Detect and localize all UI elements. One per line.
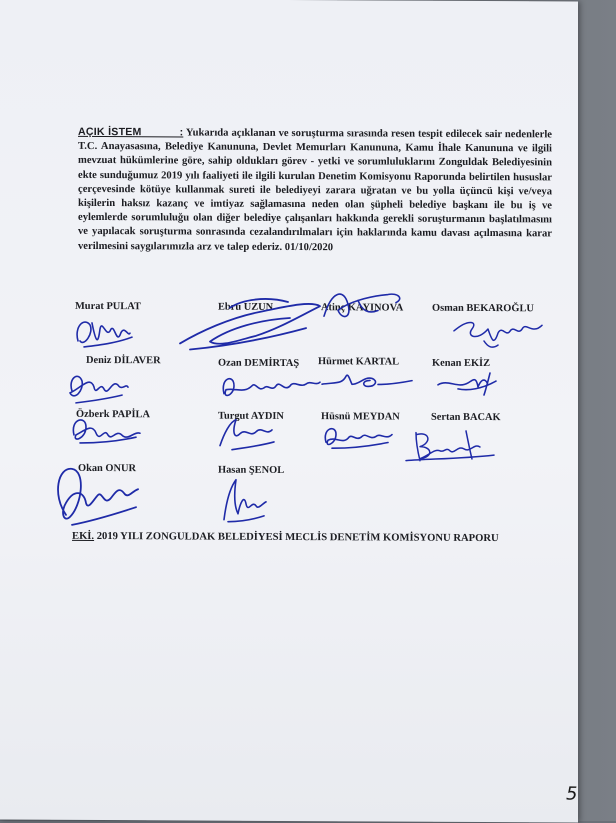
- signature-deniz-dilaver: [62, 361, 132, 409]
- attachment-line: [72, 531, 499, 544]
- signatory-name: Kenan EKİZ: [432, 357, 491, 370]
- page-number: 5: [566, 783, 578, 805]
- signatory-name: Hasan ŞENOL: [218, 464, 285, 476]
- signature-turgut-aydin: [210, 414, 280, 454]
- signatory-name: Hüsnü MEYDAN: [321, 411, 400, 423]
- attachment-label: EKİ.: [72, 530, 95, 542]
- signatory-name: Özberk PAPİLA: [76, 408, 150, 421]
- signatory-name: Okan ONUR: [78, 462, 137, 475]
- request-heading-separator: :: [141, 126, 184, 139]
- signature-murat-pulat: [70, 307, 140, 353]
- signatory-name: Sertan BACAK: [431, 411, 501, 424]
- attachment-text: 2019 YILI ZONGULDAK BELEDİYESİ MECLİS DENETİM KOMİSYONU RAPORU: [94, 530, 499, 545]
- signature-osman-bekaroglu: [448, 311, 548, 352]
- signature-ebru-uzun: [170, 287, 330, 358]
- signature-okan-onur: [52, 455, 152, 532]
- signatory-name: Ebru UZUN: [218, 301, 274, 313]
- request-body: Yukarıda açıklanan ve soruşturma sırasında resen tespit edilecek sair nedenlerle T.C. Anayasasına, Belediye Kanununa, Devlet Memurları Kanununa, Kamu İhale Kanununa ve ilgili mevzuat hükümlerine göre, sahip oldukları görev - yetki ve sorumluluklarını Zonguldak Belediyesinin ekte sunduğumuz 2019 yılı faaliyeti ile ilgili kurulan Denetim Komisyonu Raporunda belirtilen hususlar çerçevesinde kötüye kullanmak sureti ile belediyeyi zarara uğratan ve bu yolla üçüncü kişi ve/veya kişilerin haksız kazanç ve imtiyaz sağlamasına neden olan şüpheli belediye başkanı ile bu iş ve eylemlerde sorumluluğu olan diğer belediye çalışanları hakkında gerekli soruşturmanın başlatılmasını ve yapılacak soruşturma sonrasında cezalandırılmaları için haklarında kamu davası açılmasına karar verilmesini saygılarımızla arz ve talep ederiz. 01/10/2020: [78, 127, 552, 253]
- signatory-name: Hürmet KARTAL: [318, 356, 400, 368]
- signatory-name: Deniz DİLAVER: [86, 354, 161, 367]
- signatory-name: Osman BEKAROĞLU: [432, 302, 534, 315]
- signature-husnu-meydan: [318, 418, 398, 452]
- signature-hurmet-kartal: [316, 366, 416, 391]
- signature-kenan-ekiz: [432, 367, 502, 397]
- signature-ozan-demirtas: [214, 366, 324, 407]
- signatory-name: Ozan DEMİRTAŞ: [218, 357, 300, 370]
- signatory-name: Murat PULAT: [75, 300, 141, 313]
- signature-ozberk-papila: [64, 409, 144, 449]
- request-heading: AÇIK İSTEM: [78, 125, 142, 139]
- signature-sertan-bacak: [400, 425, 500, 468]
- signatory-name: Atinç KAYINOVA: [321, 302, 404, 314]
- signature-atinc-kayinova: [318, 280, 408, 326]
- signature-hasan-senol: [212, 474, 272, 526]
- signatory-name: Turgut AYDIN: [218, 410, 284, 422]
- request-paragraph: [78, 125, 552, 256]
